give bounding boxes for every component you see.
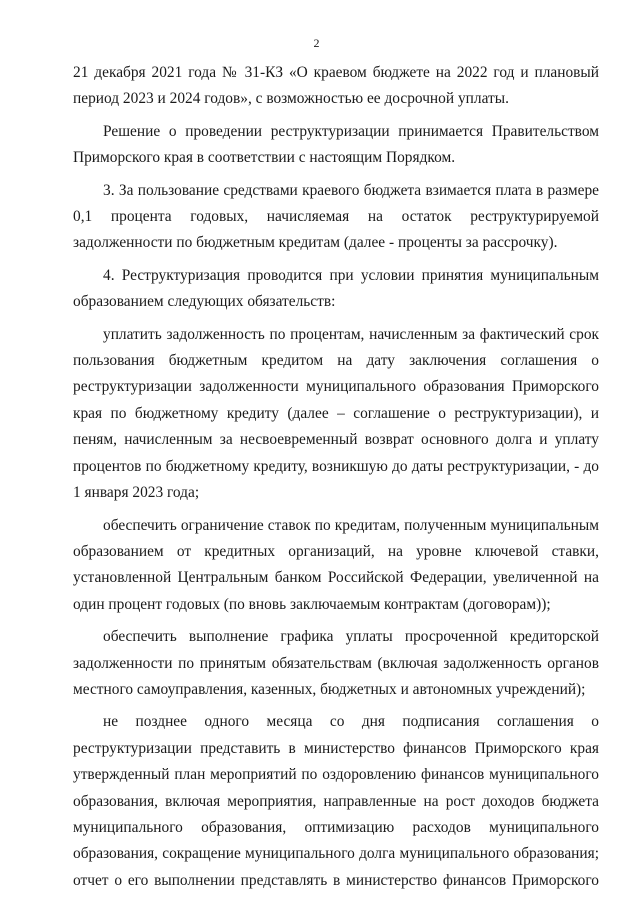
paragraph-item-3: 3. За пользование средствами краевого бюджета взимается плата в размере 0,1 процента годовых, начисляемая на остаток реструктурируемой задолженности по бюджетным кредитам (далее - проценты за рассрочку). bbox=[73, 181, 599, 252]
page-number: 2 bbox=[313, 36, 320, 50]
paragraph-obligation-arrears: обеспечить выполнение графика уплаты просроченной кредиторской задолженности по принятым обязательствам (включая задолженность органов местного самоуправления, казенных, бюджетных и автономных учреждений); bbox=[73, 628, 599, 698]
paragraph-obligation-plan: не позднее одного месяца со дня подписания соглашения о реструктуризации представить в министерство финансов Приморского края утвержденный план мероприятий по оздоровлению финансов муниципального образования, включая мероприятия, направленные на рост доходов бюджета муниципального образования, оптимизацию расходов муниципального образования, сокращение муниципального долга муниципального образования; отчет о его выполнении представлять в министерство финансов Приморского bbox=[73, 713, 599, 889]
document-body bbox=[73, 60, 599, 900]
paragraph-continuation: 21 декабря 2021 года № 31-КЗ «О краевом бюджете на 2022 год и плановый период 2023 и 2024 годов», с возможностью ее досрочной уплаты. bbox=[73, 64, 599, 108]
paragraph-obligation-rates: обеспечить ограничение ставок по кредитам, полученным муниципальным образованием от кредитных организаций, на уровне ключевой ставки, установленной Центральным банком Российской Федерации, увеличенной на один процент годовых (по вновь заключаемым контрактам (договорам)); bbox=[73, 516, 599, 613]
paragraph-item-4: 4. Реструктуризация проводится при условии принятия муниципальным образованием следующих обязательств: bbox=[73, 266, 599, 311]
paragraph-decision: Решение о проведении реструктуризации принимается Правительством Приморского края в соответствии с настоящим Порядком. bbox=[73, 122, 599, 167]
paragraph-obligation-interest: уплатить задолженность по процентам, начисленным за фактический срок пользования бюджетным кредитом на дату заключения соглашения о реструктуризации задолженности муниципального образования Приморского края по бюджетному кредиту (далее – соглашение о реструктуризации), и пеням, начисленным за несвоевременный возврат основного долга и уплату процентов по бюджетному кредиту, возникшую до даты реструктуризации, - до 1 января 2023 года; bbox=[73, 325, 599, 502]
